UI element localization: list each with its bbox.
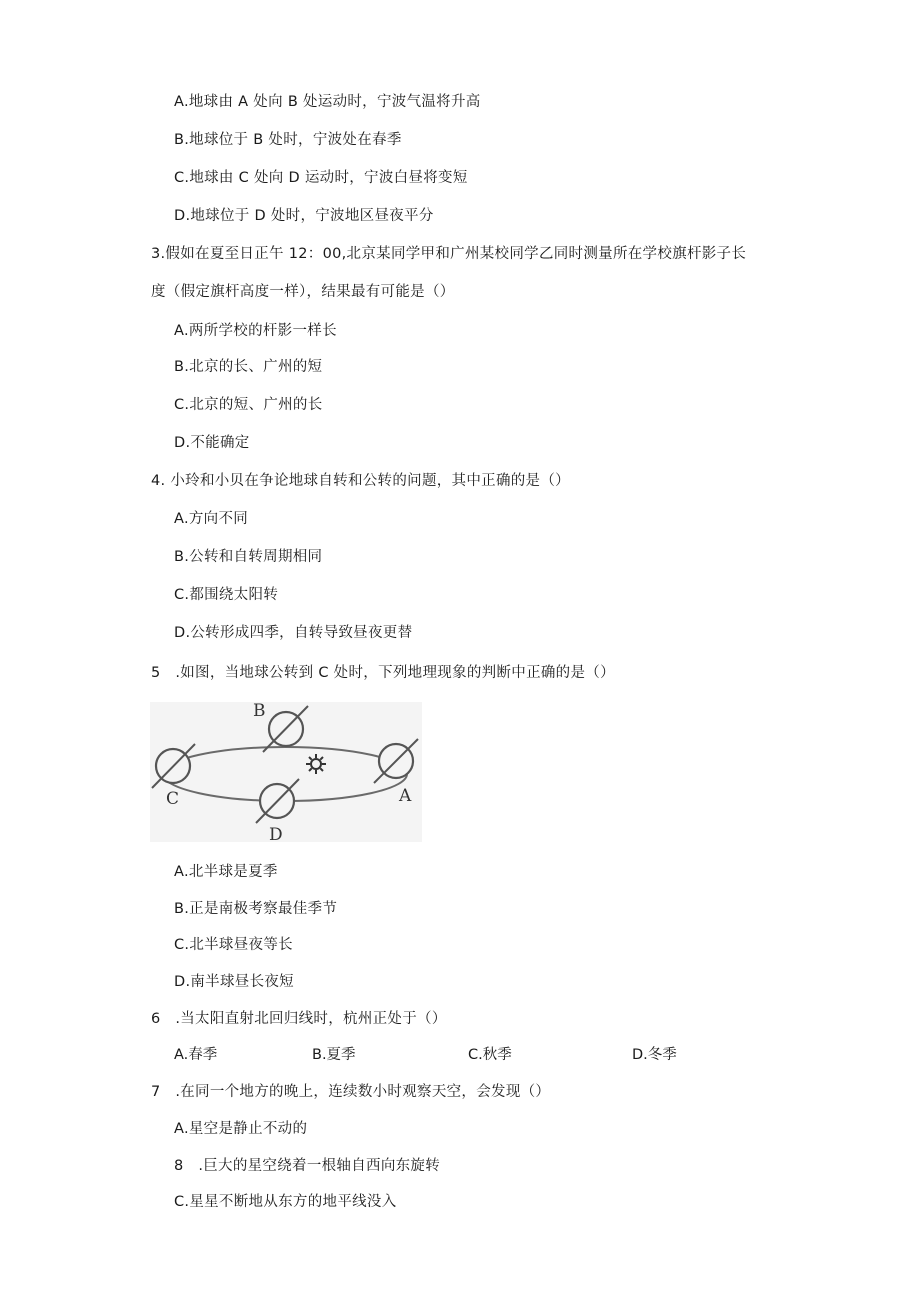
q5-option-c: C.北半球昼夜等长 — [174, 937, 293, 953]
q3-option-a: A.两所学校的杆影一样长 — [174, 323, 337, 339]
q2-option-d: D.地球位于 D 处时，宁波地区昼夜平分 — [174, 208, 434, 224]
q3-stem-line1: 3.假如在夏至日正午 12：00,北京某同学甲和广州某校同学乙同时测量所在学校旗杆影子长 — [151, 246, 747, 262]
q5-option-d: D.南半球昼长夜短 — [174, 974, 294, 990]
q3-option-d: D.不能确定 — [174, 435, 250, 451]
earth-position-b — [263, 706, 308, 752]
q4-option-a: A.方向不同 — [174, 511, 249, 527]
earth-orbit-figure — [150, 702, 422, 842]
q2-option-a: A.地球由 A 处向 B 处运动时，宁波气温将升高 — [174, 94, 481, 110]
q6-option-b: B.夏季 — [312, 1047, 356, 1063]
q4-stem: 4. 小玲和小贝在争论地球自转和公转的问题，其中正确的是（） — [151, 473, 570, 489]
earth-position-c — [152, 744, 195, 788]
q2-option-b: B.地球位于 B 处时，宁波处在春季 — [174, 132, 402, 148]
label-b: B — [253, 702, 266, 721]
q4-option-b: B.公转和自转周期相同 — [174, 549, 323, 565]
q5-option-a: A.北半球是夏季 — [174, 864, 278, 880]
q3-stem-line2: 度（假定旗杆高度一样），结果最有可能是（） — [151, 284, 455, 300]
label-d: D — [269, 825, 283, 842]
q6-stem: 6 .当太阳直射北回归线时，杭州正处于（） — [151, 1011, 447, 1027]
q5-stem: 5 .如图，当地球公转到 C 处时，下列地理现象的判断中正确的是（） — [151, 665, 615, 681]
sun-icon — [306, 754, 326, 774]
q6-option-a: A.春季 — [174, 1047, 218, 1063]
q4-option-c: C.都围绕太阳转 — [174, 587, 279, 603]
q7-option-c: C.星星不断地从东方的地平线没入 — [174, 1194, 397, 1210]
q7-stem: 7 .在同一个地方的晚上，连续数小时观察天空，会发现（） — [151, 1084, 551, 1100]
q6-option-c: C.秋季 — [468, 1047, 512, 1063]
label-a: A — [399, 786, 412, 806]
q7-option-b: 8 .巨大的星空绕着一根轴自西向东旋转 — [174, 1158, 441, 1174]
q7-option-a: A.星空是静止不动的 — [174, 1121, 308, 1137]
earth-position-d — [256, 779, 299, 823]
q3-option-b: B.北京的长、广州的短 — [174, 359, 323, 375]
q2-option-c: C.地球由 C 处向 D 运动时，宁波白昼将变短 — [174, 170, 468, 186]
label-c: C — [166, 789, 180, 809]
q4-option-d: D.公转形成四季，自转导致昼夜更替 — [174, 625, 413, 641]
q3-option-c: C.北京的短、广州的长 — [174, 397, 323, 413]
q6-option-d: D.冬季 — [632, 1047, 677, 1063]
earth-orbit-diagram — [150, 702, 422, 842]
q5-option-b: B.正是南极考察最佳季节 — [174, 901, 338, 917]
earth-position-a — [374, 739, 418, 783]
